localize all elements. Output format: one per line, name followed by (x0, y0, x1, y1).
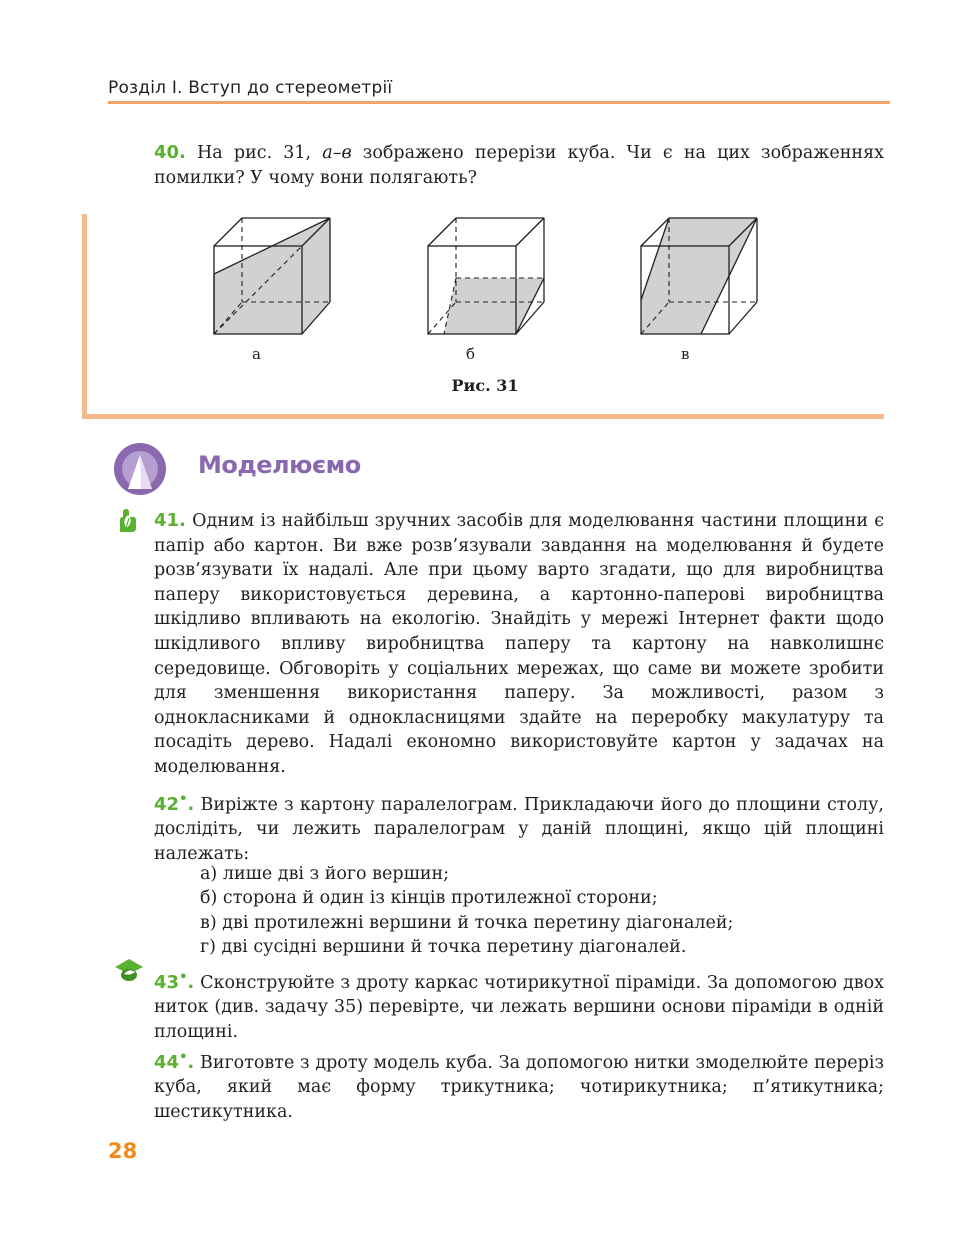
list-item: а) лише дві з його вершин; (200, 864, 450, 884)
figure-label-b: б (466, 345, 476, 363)
task-43 (154, 966, 884, 1045)
task-41 (154, 509, 884, 780)
difficulty-marker: • (179, 1050, 188, 1065)
task-40 (154, 141, 884, 190)
task-number: 43 (154, 971, 180, 993)
figure-label-a: а (252, 345, 261, 363)
chapter-header: Розділ І. Вступ до стереометрії (108, 78, 393, 98)
task-44 (154, 1046, 884, 1125)
task-text: Виріжте з картону паралелограм. Прикладаючи його до площини столу, дослідіть, чи лежить паралелограм у даній площині, якщо цій площині належать: (154, 794, 884, 865)
task-number-period: . (187, 971, 195, 993)
task-number: 41. (154, 510, 186, 531)
task-number: 40. (154, 142, 186, 163)
task-number-period: . (187, 1051, 195, 1073)
page-number: 28 (108, 1139, 138, 1163)
cube-section-b (424, 214, 550, 340)
task-number: 44 (154, 1051, 180, 1073)
task-text-part2: зображено перерізи куба. Чи є на цих зображеннях помилки? У чому вони полягають? (154, 143, 884, 188)
pyramid-model-icon (113, 442, 167, 496)
task-text-part1: На рис. 31, (197, 143, 323, 163)
list-item: г) дві сусідні вершини й точка перетину діагоналей. (200, 937, 687, 957)
task-text: Сконструюйте з дроту каркас чотирикутної піраміди. За допомогою двох ниток (див. задачу 35) перевірте, чи лежать вершини основи піраміди в одній площині. (154, 972, 884, 1043)
section-title: Моделюємо (198, 451, 361, 479)
list-item: б) сторона й один із кінців протилежної сторони; (200, 888, 658, 908)
list-item: в) дві протилежні вершини й точка перетину діагоналей; (200, 913, 734, 933)
cube-section-a (210, 214, 336, 340)
figure-label-c: в (681, 345, 690, 363)
figure-reference: а–в (322, 143, 352, 163)
task-text: Виготовте з дроту модель куба. За допомогою нитки змоделюйте переріз куба, який має форму трикутника; чотирикутника; п’ятикутника; шестикутника. (154, 1052, 884, 1123)
difficulty-marker: • (179, 970, 188, 985)
cube-section-c (637, 214, 763, 340)
difficulty-marker: • (179, 792, 188, 807)
task-text: Одним із найбільш зручних засобів для моделювання частини площини є папір або картон. Ви вже розв’язували завдання на моделювання й будете розв’язувати їх надалі. Але при цьому варто згадати, що для виробництва паперу використовується деревина, а картонно-паперові виробництва шкідливо впливають на екологію. Знайдіть у мережі Інтернет факти щодо шкідливого впливу виробництва паперу та картону на навколишнє середовище. Обговоріть у соціальних мережах, що саме ви можете зробити для зменшення використання паперу. За можливості, разом з однокласниками й однокласницями здайте на переробку макулатуру та посадіть дерево. Надалі економно використовуйте картон у задачах на моделювання. (154, 511, 884, 777)
task-number: 42 (154, 793, 180, 815)
task-42 (154, 788, 884, 867)
task-number-period: . (187, 793, 195, 815)
green-cap-icon (114, 957, 144, 983)
eco-hand-icon (114, 506, 140, 534)
header-divider (108, 101, 890, 104)
figure-caption: Рис. 31 (451, 376, 519, 395)
